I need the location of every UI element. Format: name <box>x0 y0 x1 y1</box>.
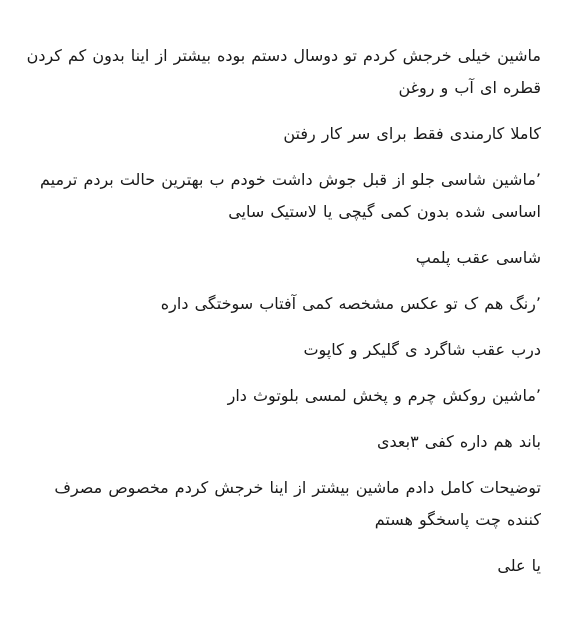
paragraph-interior: ٬ماشین روکش چرم و پخش لمسی بلوتوث دار <box>227 386 541 405</box>
paragraph-description: توضیحات کامل دادم ماشین بیشتر از اینا خرجش کردم مخصوص مصرف کننده چت پاسخگو هستم <box>54 478 541 529</box>
paragraph-rear-chassis: شاسی عقب پلمپ <box>415 248 541 267</box>
paragraph-paint: ٬رنگ هم ک تو عکس مشخصه کمی آفتاب سوختگی داره <box>160 294 541 313</box>
paragraph-signoff: یا علی <box>497 556 541 575</box>
paragraph-speakers: باند هم داره کفی ۳بعدی <box>376 432 541 451</box>
paragraph-expenses: ماشین خیلی خرجش کردم تو دوسال دستم بوده بیشتر از اینا بدون کم کردن قطره ای آب و روغن <box>26 46 541 97</box>
paragraph-rear-door: درب عقب شاگرد ی گلیکر و کاپوت <box>303 340 541 359</box>
paragraph-front-chassis: ٬ماشین شاسی جلو از قبل جوش داشت خودم ب بهترین حالت بردم ترمیم اساسی شده بدون کمی گیچی یا لاستیک سایی <box>40 170 541 221</box>
paragraph-usage: کاملا کارمندی فقط برای سر کار رفتن <box>283 124 541 143</box>
